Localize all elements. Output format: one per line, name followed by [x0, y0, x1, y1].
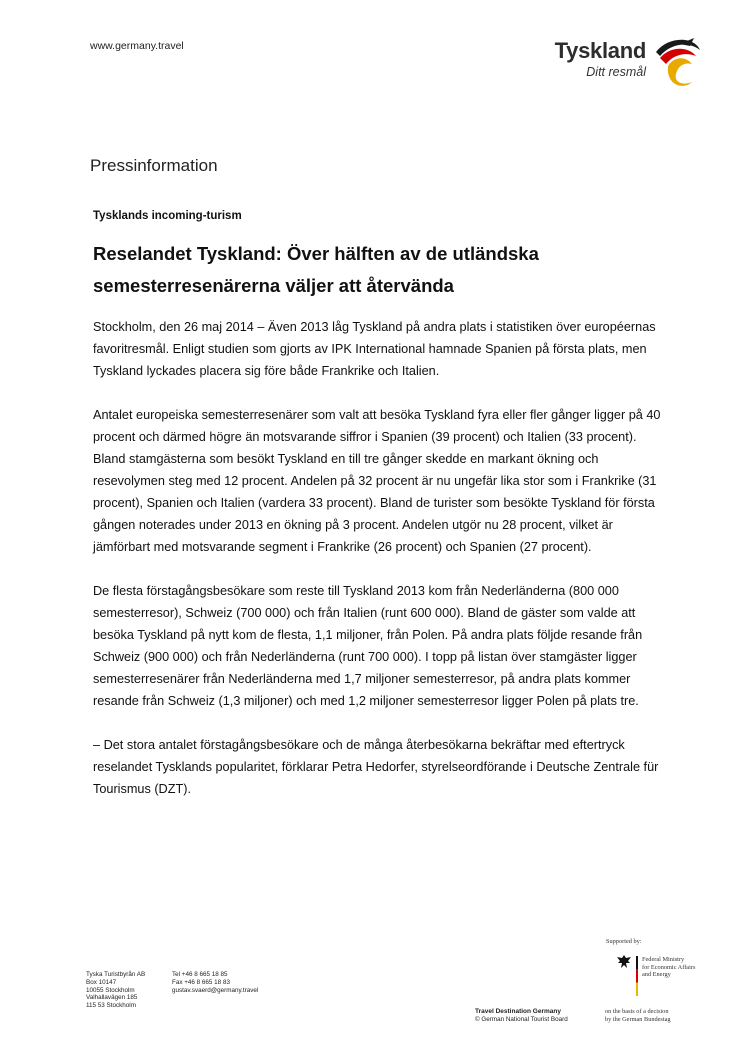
footer-tdg: [475, 1008, 568, 1024]
swirl-emblem-icon: [650, 34, 704, 92]
eagle-icon: [616, 954, 632, 970]
address-line: Tyska Turistbyrån AB: [86, 971, 146, 978]
address-line: 115 53 Stockholm: [86, 1002, 136, 1010]
ministry-line: and Energy: [642, 971, 671, 978]
ministry-logo: [616, 952, 716, 998]
ministry-text: [642, 956, 695, 979]
supported-by: Supported by:: [606, 938, 642, 945]
address-line: 10055 Stockholm: [86, 986, 135, 994]
logo-subtitle: Ditt resmål: [586, 65, 646, 79]
logo-title: Tyskland: [554, 38, 646, 63]
contact-email[interactable]: gustav.svaerd@germany.travel: [172, 986, 259, 994]
header-url[interactable]: www.germany.travel: [90, 40, 184, 52]
headline: Reselandet Tyskland: Över hälften av de utländska semesterresenärerna väljer att återvända: [93, 243, 539, 296]
bundestag-line: on the basis of a decision: [605, 1008, 669, 1015]
footer-address: [86, 971, 145, 1010]
paragraph: – Det stora antalet förstagångsbesökare och de många återbesökarna bekräftar med eftertryck reselandet Tysklands popularitet, förklarar Petra Hedorfer, styrelseordförande i Deutsche Zentrale für Tourismus (DZT).: [93, 738, 659, 796]
bundestag-note: [605, 1008, 671, 1024]
press-label: Pressinformation: [90, 156, 218, 175]
tdg-subtitle: © German National Tourist Board: [475, 1016, 568, 1023]
tyskland-logo: [554, 34, 704, 92]
tdg-title: Travel Destination Germany: [475, 1008, 561, 1015]
contact-phone: Tel +46 8 665 18 85: [172, 971, 228, 978]
contact-fax: Fax +46 8 665 18 83: [172, 978, 230, 986]
ministry-line: for Economic Affairs: [642, 963, 696, 971]
paragraph: Stockholm, den 26 maj 2014 – Även 2013 låg Tyskland på andra plats i statistiken över européernas favoritresmål. Enligt studien som gjorts av IPK International hamnade Spanien på första plats, men Tyskland lyckades placera sig före både Frankrike och Italien.: [93, 320, 656, 378]
paragraph: De flesta förstagångsbesökare som reste till Tyskland 2013 kom från Nederländerna (800 000 semesterresor), Schweiz (700 000) och från Italien (runt 600 000). Bland de gäster som valde att besöka Tyskland på nytt kom de flesta, 1,1 miljoner, från Polen. På andra plats följde resande från Schweiz (900 000) och från Nederländerna (runt 700 000). I topp på listan över stamgäster ligger semesterresenärer från Nederländerna med 1,7 miljoner semesterresor, på andra plats kommer resande från Schweiz (1,3 miljoner) och med 1,2 miljoner semesterresor ligger Polen på plats tre.: [93, 584, 643, 708]
footer-contact: [172, 971, 258, 994]
address-line: Valhallavägen 185: [86, 994, 138, 1002]
bundestag-line: by the German Bundestag: [605, 1016, 671, 1023]
flag-bar: [636, 956, 638, 996]
kicker: Tysklands incoming-turism: [93, 210, 242, 222]
paragraph: Antalet europeiska semesterresenärer som valt att besöka Tyskland fyra eller fler gånger ligger på 40 procent och därmed högre än motsvarande siffror i Spanien (39 procent) och Italien (33 procent). Bland stamgästerna som besökt Tyskland en till tre gånger skedde en markant ökning och resevolymen steg med 12 procent. Andelen på 32 procent är nu ungefär lika stor som i Frankrike (31 procent), Spanien och Italien (vardera 33 procent). Bland de turister som besökte Tyskland för första gången noterades under 2013 en ökning på 3 procent. Andelen utgör nu 28 procent, vilket är jämförbart med motsvarande segment i Frankrike (26 procent) och Spanien (27 procent).: [93, 408, 661, 554]
address-line: Box 10147: [86, 978, 117, 986]
ministry-line: Federal Ministry: [642, 956, 685, 963]
article-body: [93, 316, 663, 822]
